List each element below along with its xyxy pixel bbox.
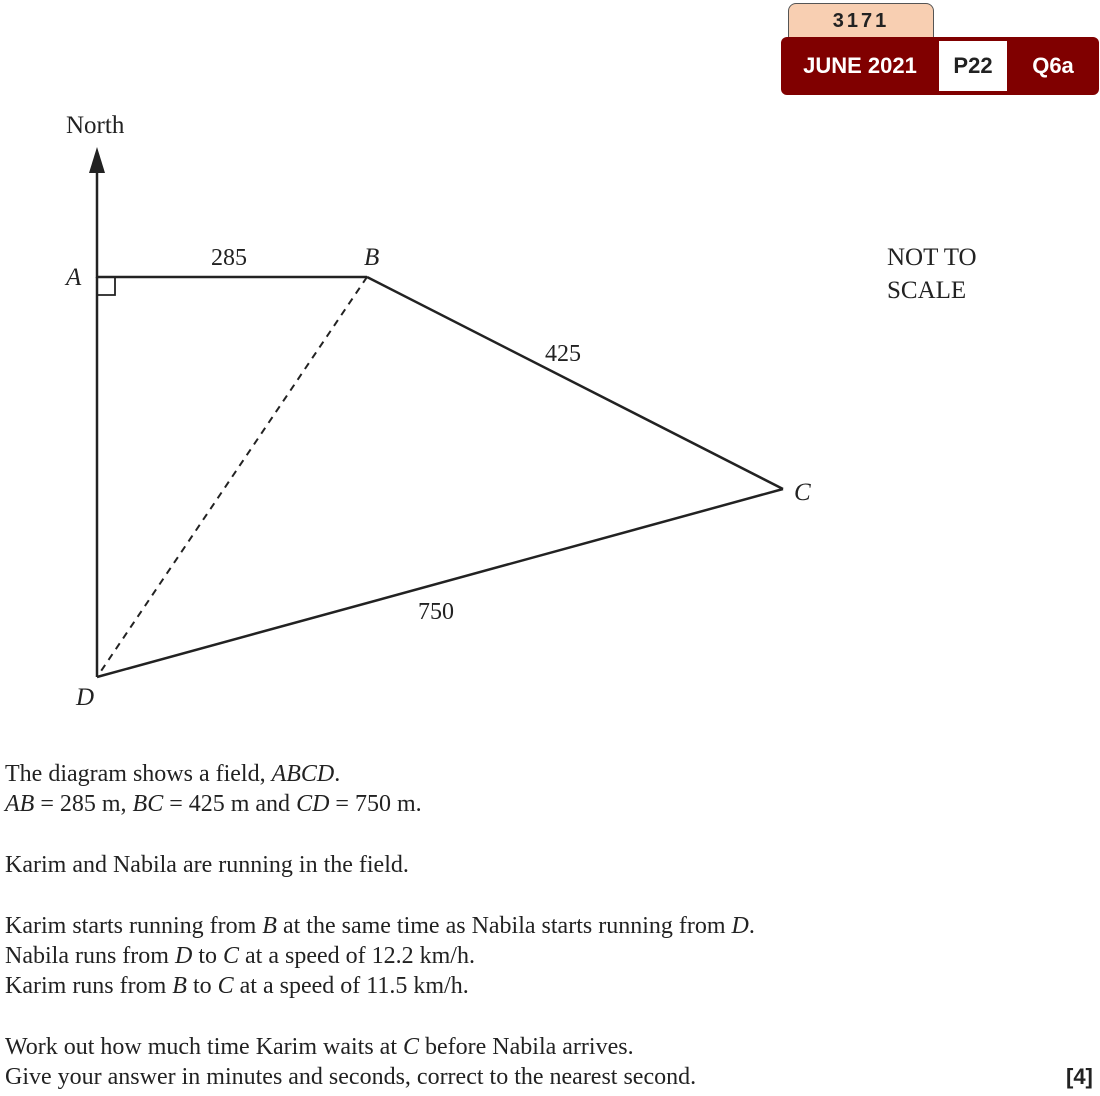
- question-line-7: Work out how much time Karim waits at C before Nabila arrives.: [5, 1034, 634, 1060]
- paper-number-label: P22: [939, 41, 1007, 91]
- vertex-c-label: C: [794, 479, 811, 506]
- length-ab-label: 285: [211, 245, 247, 271]
- question-line-5: Nabila runs from D to C at a speed of 12.2 km/h.: [5, 943, 475, 969]
- question-line-6: Karim runs from B to C at a speed of 11.5 km/h.: [5, 973, 469, 999]
- question-number-label: Q6a: [1032, 53, 1074, 78]
- vertex-a-label: A: [66, 264, 82, 291]
- north-arrow-head: [89, 147, 105, 173]
- not-to-scale-line2: SCALE: [887, 277, 967, 304]
- marks-label: [4]: [1066, 1064, 1093, 1089]
- vertex-b-label: B: [364, 244, 380, 271]
- paper-code-tab: 3171: [788, 3, 934, 37]
- vertex-d-label: D: [76, 684, 95, 711]
- edge-bc: [367, 277, 783, 489]
- question-line-8: Give your answer in minutes and seconds, correct to the nearest second.: [5, 1064, 697, 1090]
- north-label: North: [66, 112, 125, 139]
- exam-session-label: JUNE 2021: [803, 53, 917, 78]
- question-line-2: AB = 285 m, BC = 425 m and CD = 750 m.: [5, 791, 422, 817]
- question-line-4: Karim starts running from B at the same time as Nabila starts running from D.: [5, 913, 755, 939]
- length-cd-label: 750: [418, 599, 454, 625]
- diagonal-bd-dashed: [97, 277, 367, 677]
- length-bc-label: 425: [545, 341, 581, 367]
- question-line-1: The diagram shows a field, ABCD.: [5, 761, 341, 787]
- question-line-3: Karim and Nabila are running in the field.: [5, 852, 409, 878]
- right-angle-marker: [97, 277, 115, 295]
- not-to-scale-line1: NOT TO: [887, 244, 977, 271]
- edge-cd: [97, 489, 783, 677]
